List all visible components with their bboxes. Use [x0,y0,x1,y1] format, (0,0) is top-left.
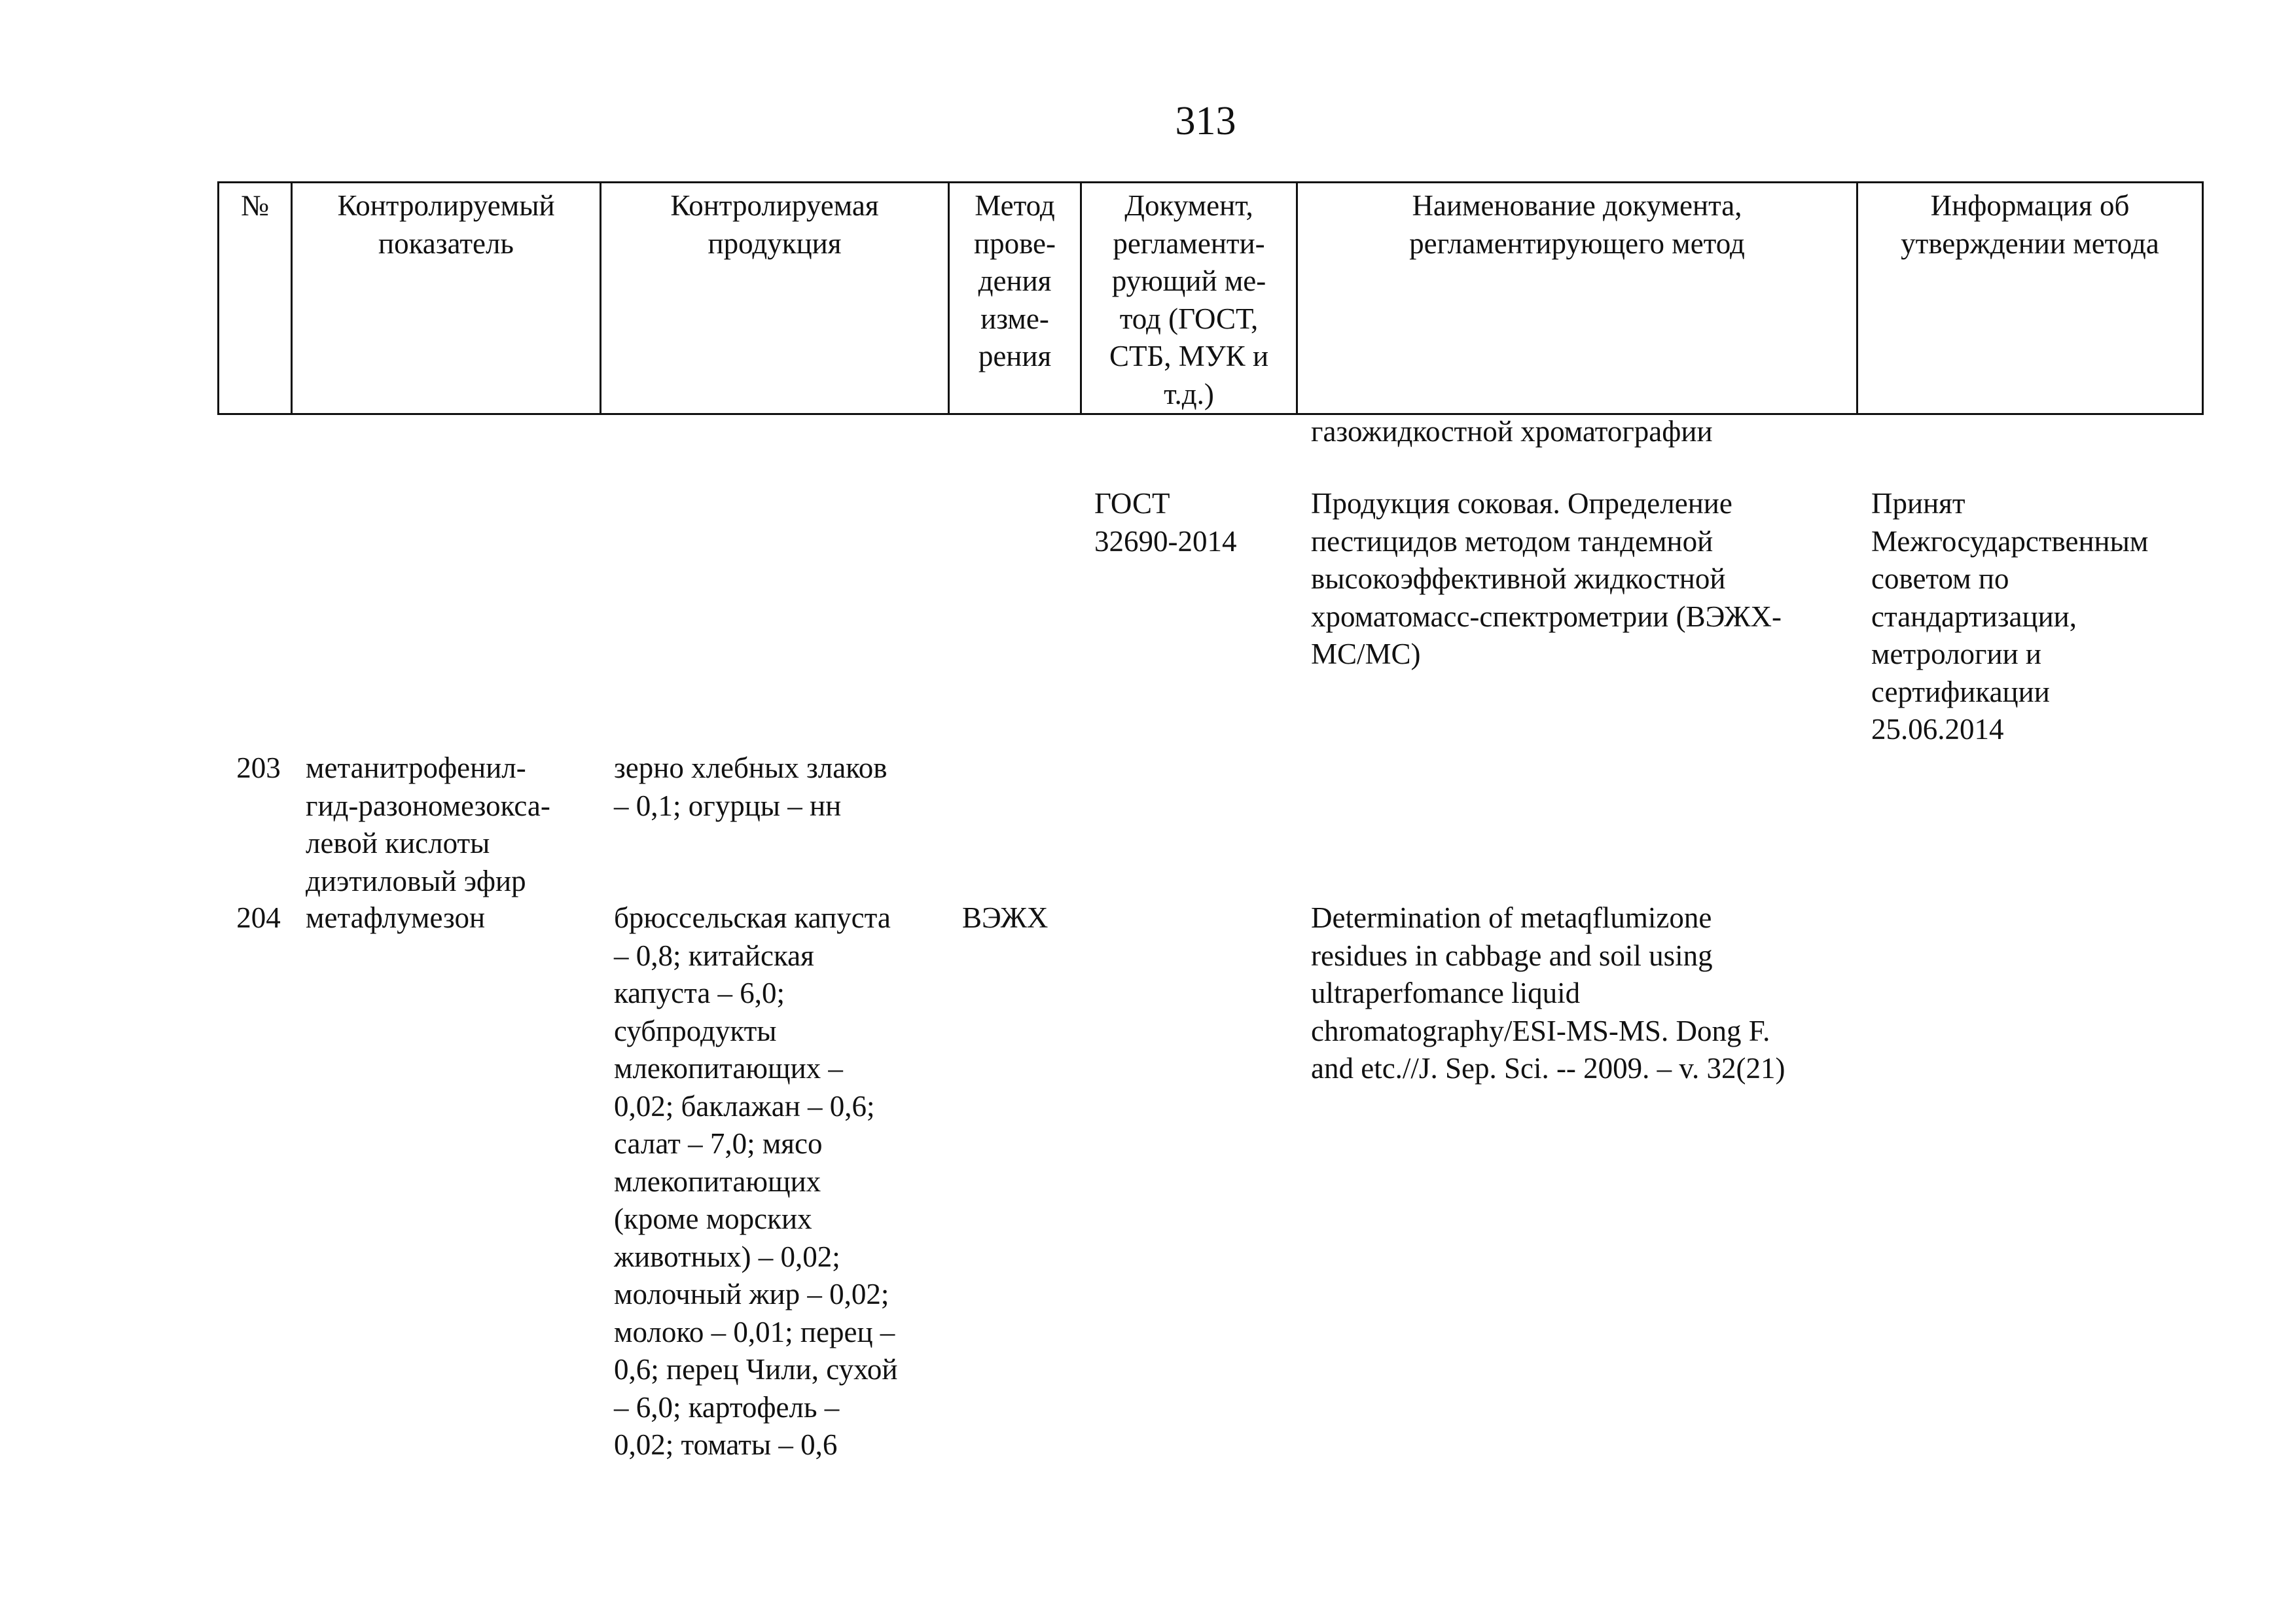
header-method: Метод прове- дения изме- рения [949,183,1081,414]
row-204-indicator: метафлумезон [306,901,486,934]
row-204-number: 204 [236,901,281,934]
header-number: № [219,183,292,414]
header-approval: Информация об утверждении метода [1857,183,2203,414]
row-204-doc-name: Determination of metaqflumizone residues in cabbage and soil using ultraperfomance liquid chromatography/ESI-MS-MS. Dong F. and etc.//J. Sep. Sci. -- 2009. – v. 32(21) [1311,901,1785,1085]
row-203-indicator: метанитрофенил- гид-разономезокса- левой кислоты диэтиловый эфир [306,751,550,897]
gost-doc-name: Продукция соковая. Определение пестицидов методом тандемной высокоэффективной жидкостной хроматомасс-спектрометрии (ВЭЖХ- МС/МС) [1311,487,1782,670]
row-203-product: зерно хлебных злаков – 0,1; огурцы – нн [614,751,888,822]
header-document: Документ, регламенти- рующий ме- тод (ГОСТ, СТБ, МУК и т.д.) [1081,183,1297,414]
header-document-name: Наименование документа, регламентирующего метод [1297,183,1857,414]
gost-doc: ГОСТ 32690-2014 [1094,487,1237,558]
table-header [217,181,2204,415]
row-204-method: ВЭЖХ [962,901,1049,934]
header-product: Контролируемая продукция [601,183,949,414]
row-204-product: брюссельская капуста – 0,8; китайская капуста – 6,0; субпродукты млекопитающих – 0,02; баклажан – 0,6; салат – 7,0; мясо млекопитающих (кроме морских животных) – 0,02; молочный жир – 0,02; молоко – 0,01; перец – 0,6; перец Чили, сухой – 6,0; картофель – 0,02; томаты – 0,6 [614,901,898,1461]
row-203-number: 203 [236,751,281,784]
header-indicator: Контролируемый показатель [292,183,601,414]
continuation-doc-name: газожидкостной хроматографии [1311,415,1713,448]
gost-approval: Принят Межгосударственным советом по стандартизации, метрологии и сертификации 25.06.2014 [1871,487,2149,746]
page-number: 313 [1175,99,1236,143]
